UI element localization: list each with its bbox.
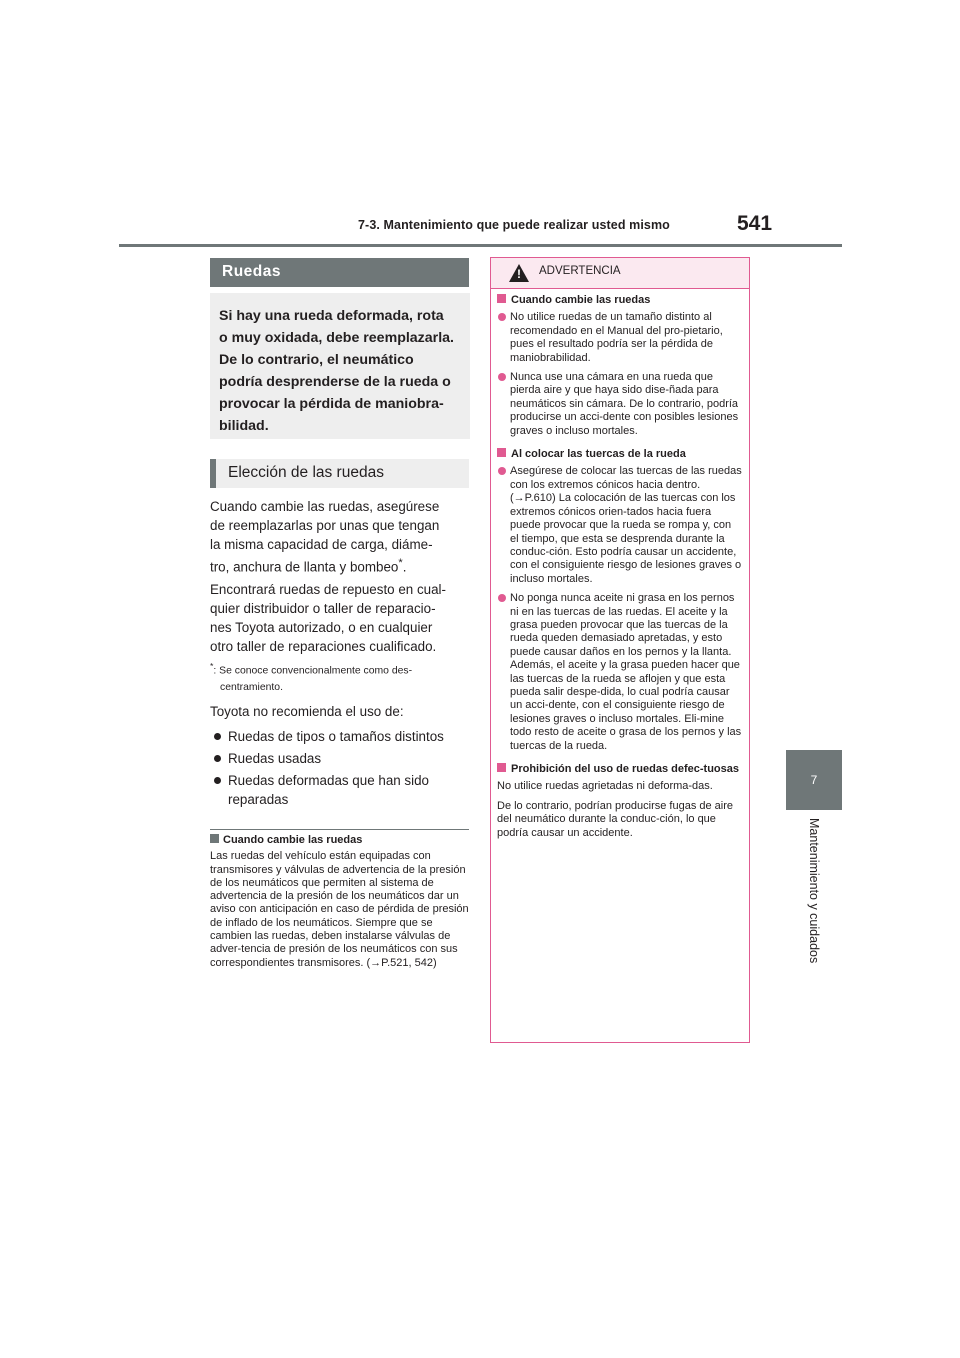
warning-paragraph: De lo contrario, podrían producirse fugas de aire del neumático durante la conduc-ción, lo que podría causar un accidente.	[497, 799, 734, 839]
footnote-text: centramiento.	[220, 681, 283, 693]
text-line: nes Toyota autorizado, o en cualquier	[210, 620, 433, 636]
chapter-tab-title	[786, 818, 842, 1018]
intro-line: bilidad.	[219, 418, 269, 434]
text-line: la misma capacidad de carga, diáme-	[210, 537, 433, 552]
warning-subheading-text: Cuando cambie las ruedas	[511, 294, 651, 306]
text-line: de reemplazarlas por unas que tengan	[210, 518, 440, 533]
text-line: Encontrará ruedas de repuesto en cual-	[210, 582, 446, 598]
note-divider	[210, 829, 469, 830]
list-item: Ruedas usadas	[210, 749, 472, 768]
section-title: 7-3. Mantenimiento que puede realizar usted mismo	[358, 218, 670, 232]
warning-box	[490, 257, 750, 1043]
list-item: Ruedas deformadas que han sido reparadas	[210, 771, 472, 809]
warning-item: No utilice ruedas de un tamaño distinto al recomendado en el Manual del pro-pietario, pues el resultado podría ser la pérdida de maniobrabilidad.	[497, 311, 742, 365]
header-divider	[119, 244, 842, 247]
warning-paragraph: No utilice ruedas agrietadas ni deforma-das.	[497, 780, 713, 793]
warning-header	[491, 258, 749, 289]
eleccion-heading: Elección de las ruedas	[210, 459, 469, 488]
footnote-ref: *	[398, 557, 403, 569]
square-bullet-icon	[497, 763, 506, 772]
warning-item: No ponga nunca aceite ni grasa en los pernos ni en las tuercas de las ruedas. El aceite y la grasa pueden provocar que las tuercas de la rueda queden demasiado apretadas, y esto puede causar daños en los pernos y la llanta. Además, el aceite y la grasa pueden hacer que las tuercas de la rueda se aflojen y que esta pueda salir despe-dida, lo cual podría causar un acci-dente, con el consiguiente riesgo de lesiones graves o incluso mortales. Eli-mine todo resto de aceite o grasa de los pernos y las tuercas de la rueda.	[497, 592, 742, 753]
footnote-text: : Se conoce convencionalmente como des-	[213, 665, 413, 677]
list-item: Ruedas de tipos o tamaños distintos	[210, 727, 472, 746]
chapter-tab-number: 7	[786, 750, 842, 810]
footnote-mark: *	[210, 661, 214, 672]
note-heading-text: Cuando cambie las ruedas	[223, 834, 363, 846]
note-body: Las ruedas del vehículo están equipadas con transmisores y válvulas de advertencia de la presión de los neumáticos que permiten al sistema de advertencia de la presión de los neumáticos dar un aviso con anticipación en caso de pérdida de presión de inflado de los neumáticos. Siempre que se cambien las ruedas, deben instalarse válvulas de adver-tencia de presión de los neumáticos con sus correspondientes transmisores. (→P.521, 542)	[210, 850, 469, 969]
intro-line: Si hay una rueda deformada, rota	[219, 308, 444, 324]
warning-subheading-text: Prohibición del uso de ruedas defec-tuosas	[511, 763, 739, 775]
square-bullet-icon	[497, 448, 506, 457]
warning-subheading	[497, 448, 742, 461]
warning-subheading	[497, 294, 742, 307]
text-line: quier distribuidor o taller de reparacio-	[210, 601, 436, 617]
info-note	[210, 834, 470, 970]
page-number: 541	[737, 212, 773, 235]
square-bullet-icon	[210, 834, 219, 843]
eleccion-body	[210, 497, 472, 812]
warning-subheading-text: Al colocar las tuercas de la rueda	[511, 448, 686, 461]
warning-item: Asegúrese de colocar las tuercas de las ruedas con los extremos cónicos hacia dentro. (→P.610) La colocación de las tuercas con los extremos cónicos orien-tados hacia fuera puede provocar que la rueda se rompa y, con el tiempo, que esta se desprenda durante la conduc-ción. Esto podría causar un accidente, con el consiguiente riesgo de lesiones graves o incluso mortales.	[497, 465, 742, 586]
warning-body	[491, 289, 749, 840]
intro-line: provocar la pérdida de maniobra-	[219, 396, 444, 412]
not-recommended-list	[210, 727, 472, 809]
intro-line: De lo contrario, el neumático	[219, 352, 414, 368]
warning-title: ADVERTENCIA	[539, 265, 621, 277]
square-bullet-icon	[497, 294, 506, 303]
warning-triangle-icon	[509, 264, 529, 282]
ruedas-heading: Ruedas	[210, 258, 469, 287]
intro-line: podría desprenderse de la rueda o	[219, 374, 451, 390]
warning-item: Nunca use una cámara en una rueda que pierda aire y que haya sido dise-ñada para neumáticos sin cámara. De lo contrario, podría producirse un acci-dente con posibles lesiones graves o incluso mortales.	[497, 371, 742, 438]
ruedas-intro-box	[210, 293, 470, 439]
text-line: Cuando cambie las ruedas, asegúrese	[210, 499, 440, 514]
text-line: otro taller de reparaciones cualificado.	[210, 639, 437, 655]
paragraph-1	[210, 497, 472, 576]
paragraph-2	[210, 580, 472, 656]
warning-subheading	[497, 763, 742, 776]
text-line: tro, anchura de llanta y bombeo	[210, 559, 399, 575]
chapter-tab-title-text: Mantenimiento y cuidados	[807, 818, 821, 964]
footnote	[210, 658, 472, 695]
text-line: .	[402, 559, 407, 575]
intro-line: o muy oxidada, debe reemplazarla.	[219, 330, 454, 346]
note-heading	[210, 834, 470, 847]
paragraph-3: Toyota no recomienda el uso de:	[210, 703, 404, 719]
